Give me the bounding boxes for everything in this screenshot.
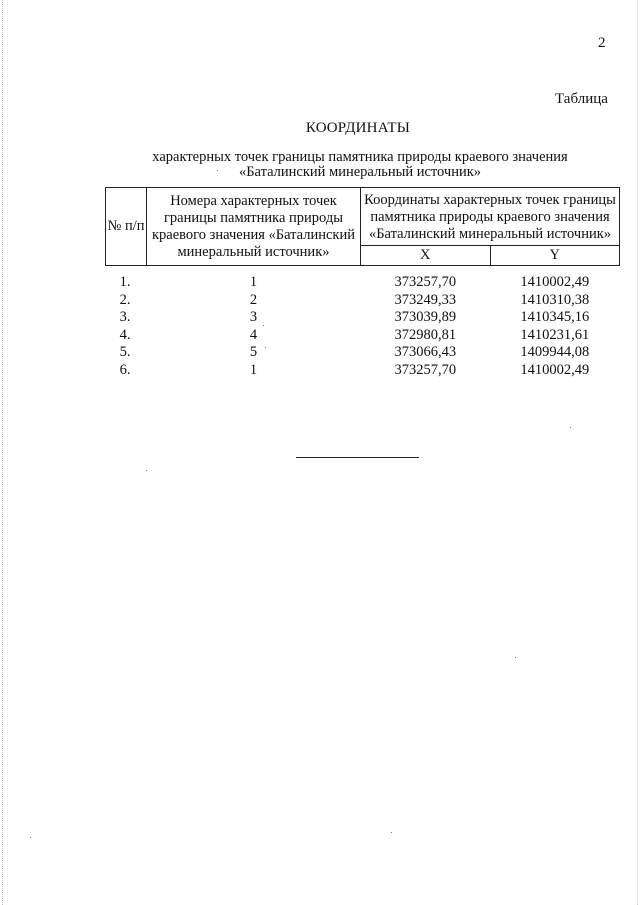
header-x: X: [361, 246, 491, 266]
row-y: 1410002,49: [520, 361, 590, 378]
row-y: 1409944,08: [520, 344, 590, 360]
table-row: [106, 344, 620, 362]
row-point: 1: [249, 274, 258, 290]
row-point: 5: [249, 344, 258, 360]
document-subtitle: [110, 150, 610, 180]
row-number: 4.: [119, 326, 131, 343]
coordinates-table: [105, 187, 620, 379]
row-number: 3.: [119, 309, 131, 325]
header-y: Y: [490, 246, 620, 266]
row-x: 373039,89: [394, 309, 457, 325]
row-point: 2: [249, 291, 258, 308]
table-label: Таблица: [555, 91, 608, 107]
row-y: 1410002,49: [520, 274, 590, 290]
header-number: № п/п: [106, 188, 147, 266]
scan-speck: [391, 832, 392, 833]
row-number: 5.: [119, 344, 131, 360]
table-row: [106, 309, 620, 327]
table-row: [106, 327, 620, 345]
end-rule: [296, 457, 419, 458]
row-number: 6.: [119, 361, 131, 378]
scan-speck: [217, 170, 218, 171]
row-point: 4: [249, 326, 258, 343]
subtitle-line-1: характерных точек границы памятника природы краевого значения: [152, 149, 568, 165]
scan-speck: [515, 657, 516, 658]
scan-speck: [146, 470, 147, 471]
scan-speck: [30, 837, 31, 838]
row-x: 372980,81: [394, 326, 457, 343]
row-point: 1: [249, 361, 258, 378]
row-x: 373249,33: [394, 291, 457, 308]
header-point-numbers: Номера характерных точек границы памятника природы краевого значения «Баталинский минеральный источник»: [147, 188, 361, 266]
page-number: 2: [598, 35, 606, 51]
table-row: [106, 362, 620, 380]
row-x: 373066,43: [394, 344, 457, 360]
row-x: 373257,70: [394, 361, 457, 378]
header-coordinates: Координаты характерных точек границы памятника природы краевого значения «Баталинский минеральный источник»: [361, 188, 620, 246]
row-number: 2.: [119, 291, 131, 308]
row-y: 1410345,16: [520, 309, 590, 325]
table-row: [106, 266, 620, 292]
row-x: 373257,70: [394, 274, 457, 290]
subtitle-line-2: «Баталинский минеральный источник»: [238, 164, 482, 180]
row-point: 3: [249, 309, 258, 325]
scan-speck: [263, 325, 264, 326]
document-title: КООРДИНАТЫ: [305, 120, 411, 136]
row-y: 1410231,61: [520, 326, 590, 343]
row-number: 1.: [119, 274, 131, 290]
scan-speck: [265, 347, 266, 348]
table-row: [106, 292, 620, 310]
scan-speck: [570, 427, 571, 428]
row-y: 1410310,38: [520, 291, 590, 308]
